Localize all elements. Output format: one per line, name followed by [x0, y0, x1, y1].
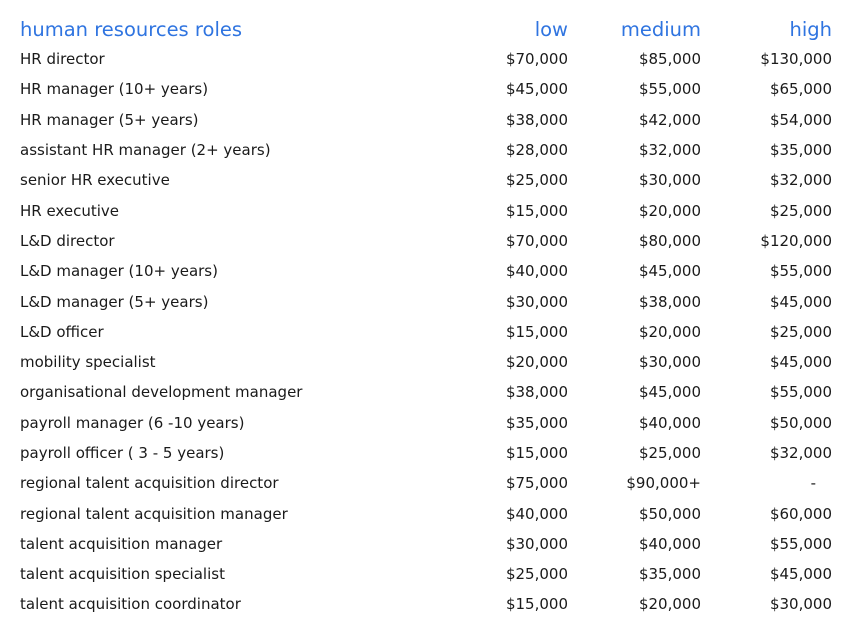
table-row [20, 256, 834, 286]
high-salary-cell: $25,000 [769, 201, 832, 220]
role-cell: regional talent acquisition director [20, 474, 279, 493]
low-salary-cell: $25,000 [505, 565, 568, 584]
medium-salary-cell: $30,000 [638, 353, 701, 372]
medium-salary-cell: $55,000 [638, 80, 701, 99]
medium-salary-cell: $45,000 [638, 383, 701, 402]
role-cell: payroll officer ( 3 - 5 years) [20, 444, 225, 462]
role-cell: organisational development manager [20, 383, 303, 402]
low-salary-cell: $38,000 [505, 110, 568, 129]
low-salary-cell: $45,000 [505, 80, 568, 99]
table-row [20, 44, 834, 74]
high-salary-cell: $50,000 [769, 413, 832, 432]
salary-table [20, 14, 834, 620]
high-salary-cell: $54,000 [769, 110, 832, 129]
table-row [20, 529, 834, 559]
low-salary-cell: $75,000 [505, 474, 568, 493]
role-cell: L&D manager (10+ years) [20, 262, 218, 281]
table-row [20, 589, 834, 619]
low-salary-cell: $25,000 [505, 171, 568, 190]
low-salary-cell: $15,000 [505, 595, 568, 614]
role-cell: HR director [20, 50, 105, 69]
high-salary-cell: $35,000 [769, 141, 832, 160]
table-row [20, 286, 834, 316]
header-role: human resources roles [20, 17, 243, 41]
low-salary-cell: $70,000 [505, 50, 568, 69]
low-salary-cell: $28,000 [505, 141, 568, 160]
medium-salary-cell: $32,000 [638, 141, 701, 160]
role-cell: talent acquisition manager [20, 534, 223, 553]
role-cell: HR manager (5+ years) [20, 110, 199, 129]
medium-salary-cell: $20,000 [638, 322, 701, 341]
role-cell: L&D manager (5+ years) [20, 292, 209, 311]
low-salary-cell: $38,000 [505, 383, 568, 402]
table-row [20, 377, 834, 407]
role-cell: talent acquisition specialist [20, 565, 225, 584]
high-salary-cell: $130,000 [760, 50, 832, 69]
low-salary-cell: $70,000 [505, 231, 568, 250]
low-salary-cell: $15,000 [505, 444, 568, 462]
medium-salary-cell: $90,000+ [626, 474, 701, 493]
table-row [20, 317, 834, 347]
high-salary-cell: $120,000 [760, 231, 832, 250]
table-row [20, 135, 834, 165]
medium-salary-cell: $38,000 [638, 292, 701, 311]
low-salary-cell: $30,000 [505, 292, 568, 311]
table-row [20, 559, 834, 589]
role-cell: mobility specialist [20, 353, 156, 372]
high-salary-cell: $55,000 [769, 383, 832, 402]
table-row [20, 468, 834, 498]
high-salary-cell: $55,000 [769, 262, 832, 281]
low-salary-cell: $35,000 [505, 413, 568, 432]
high-salary-cell: $32,000 [769, 171, 832, 190]
role-cell: regional talent acquisition manager [20, 504, 288, 523]
header-low: low [534, 17, 568, 41]
low-salary-cell: $15,000 [505, 201, 568, 220]
role-cell: payroll manager (6 -10 years) [20, 413, 245, 432]
role-cell: HR manager (10+ years) [20, 80, 209, 99]
medium-salary-cell: $25,000 [638, 444, 701, 462]
medium-salary-cell: $40,000 [638, 534, 701, 553]
table-row [20, 195, 834, 225]
high-salary-cell: $45,000 [769, 292, 832, 311]
low-salary-cell: $20,000 [505, 353, 568, 372]
header-high: high [789, 17, 832, 41]
high-salary-cell: $55,000 [769, 534, 832, 553]
medium-salary-cell: $40,000 [638, 413, 701, 432]
high-salary-cell: $45,000 [769, 353, 832, 372]
low-salary-cell: $30,000 [505, 534, 568, 553]
high-salary-cell: - [810, 474, 816, 493]
high-salary-cell: $60,000 [769, 504, 832, 523]
table-body [20, 44, 834, 620]
table-row [20, 438, 834, 468]
role-cell: senior HR executive [20, 171, 170, 190]
table-row [20, 226, 834, 256]
medium-salary-cell: $35,000 [638, 565, 701, 584]
low-salary-cell: $40,000 [505, 504, 568, 523]
table-row [20, 105, 834, 135]
high-salary-cell: $45,000 [769, 565, 832, 584]
high-salary-cell: $30,000 [769, 595, 832, 614]
table-row [20, 347, 834, 377]
table-row [20, 408, 834, 438]
high-salary-cell: $65,000 [769, 80, 832, 99]
role-cell: assistant HR manager (2+ years) [20, 141, 271, 160]
medium-salary-cell: $20,000 [638, 201, 701, 220]
medium-salary-cell: $20,000 [638, 595, 701, 614]
medium-salary-cell: $85,000 [638, 50, 701, 69]
high-salary-cell: $25,000 [769, 322, 832, 341]
role-cell: talent acquisition coordinator [20, 595, 241, 614]
medium-salary-cell: $50,000 [638, 504, 701, 523]
table-row [20, 74, 834, 104]
medium-salary-cell: $45,000 [638, 262, 701, 281]
table-row [20, 498, 834, 528]
role-cell: L&D officer [20, 322, 104, 341]
role-cell: HR executive [20, 201, 119, 220]
table-row [20, 165, 834, 195]
medium-salary-cell: $30,000 [638, 171, 701, 190]
table-header-row [20, 14, 834, 44]
medium-salary-cell: $42,000 [638, 110, 701, 129]
low-salary-cell: $40,000 [505, 262, 568, 281]
low-salary-cell: $15,000 [505, 322, 568, 341]
medium-salary-cell: $80,000 [638, 231, 701, 250]
role-cell: L&D director [20, 231, 115, 250]
high-salary-cell: $32,000 [769, 444, 832, 462]
header-medium: medium [620, 17, 701, 41]
